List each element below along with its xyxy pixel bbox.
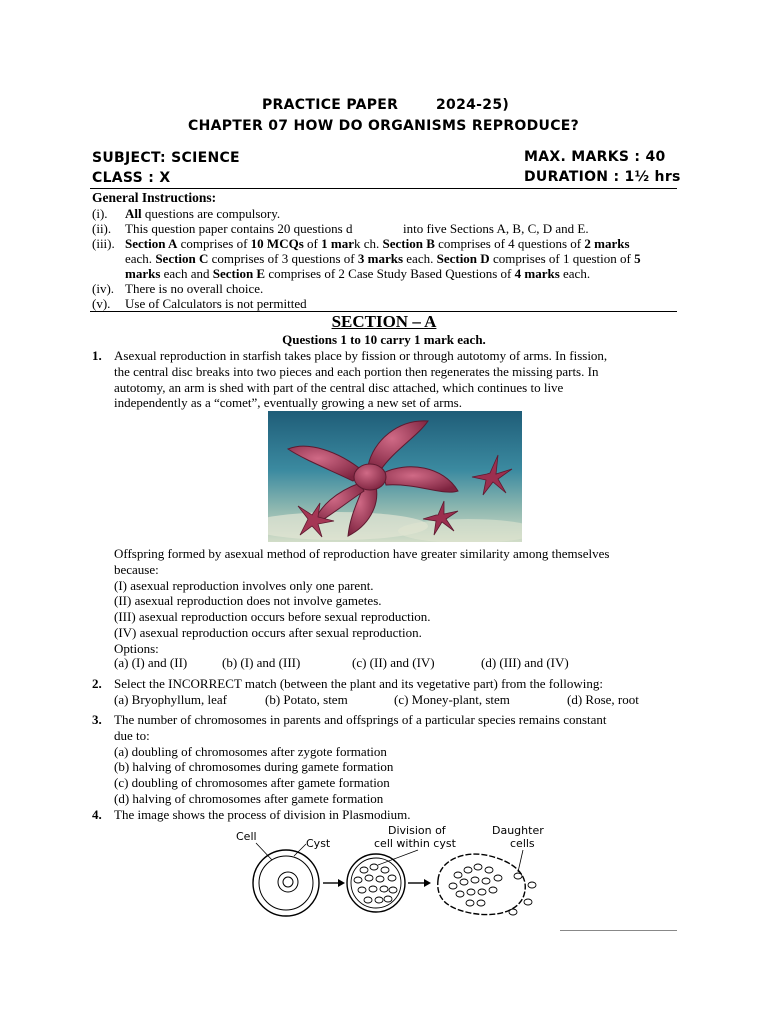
option-b[interactable]: (b) halving of chromosomes during gamete formation — [114, 759, 394, 775]
instruction-text: k ch. — [353, 236, 383, 251]
option-c[interactable]: (c) Money-plant, stem — [394, 692, 510, 707]
instruction-bold: 3 marks — [357, 251, 404, 266]
instruction-bold: 1 mar — [321, 236, 354, 251]
question-line: because: — [114, 561, 159, 577]
daughter-cells-shape — [438, 854, 536, 915]
question-number: 2. — [92, 676, 102, 691]
question-number: 3. — [92, 712, 102, 727]
instruction-5: Use of Calculators is not permitted — [125, 296, 307, 311]
header-divider — [90, 188, 677, 189]
instruction-3-line-1 — [125, 236, 630, 251]
instruction-number: (i). — [92, 206, 108, 221]
instruction-number: (iii). — [92, 236, 115, 251]
instruction-text: This question paper contains 2 — [125, 221, 284, 236]
instruction-3-line-3 — [125, 266, 590, 281]
instruction-bold: All — [125, 206, 142, 221]
label-division-1: Division of — [388, 824, 446, 837]
instruction-bold: 5 — [634, 251, 641, 266]
class-label: CLASS : X — [92, 170, 171, 186]
question-number: 1. — [92, 348, 102, 363]
max-marks-label: MAX. MARKS : 40 — [524, 149, 666, 165]
instruction-bold: Section E — [212, 266, 266, 281]
instruction-number: (ii). — [92, 221, 112, 236]
instruction-text: of — [303, 236, 322, 251]
question-number: 4. — [92, 807, 102, 822]
instruction-number: (iv). — [92, 281, 115, 296]
instruction-text: 0 questions d — [283, 221, 353, 236]
instruction-text: comprises of 4 questions of — [434, 236, 585, 251]
question-line: Asexual reproduction in starfish takes place by fission or through autotomy of arms. In fission, — [114, 348, 608, 363]
statement-3: (III) asexual reproduction occurs before sexual reproduction. — [114, 609, 431, 625]
label-daughter-2: cells — [510, 837, 535, 850]
option-a[interactable]: (a) Bryophyllum, leaf — [114, 692, 227, 707]
paper-title: PRACTICE PAPER — [262, 97, 399, 113]
instruction-text: comprises of 1 question of — [489, 251, 635, 266]
question-line: autotomy, an arm is shed with part of the central disc attached, which continues to live — [114, 379, 564, 395]
arrow-icon — [408, 879, 431, 887]
subject-label: SUBJECT: SCIENCE — [92, 150, 240, 166]
dividing-cyst-shape — [347, 854, 405, 912]
question-line: Offspring formed by asexual method of reproduction have greater similarity among themselves — [114, 546, 610, 561]
instruction-number: (v). — [92, 296, 111, 311]
label-daughter-1: Daughter — [492, 824, 544, 837]
instruction-4: There is no overall choice. — [125, 281, 264, 296]
instruction-bold: Section C — [155, 251, 209, 266]
section-a-title-wrap — [0, 312, 768, 332]
question-line: the central disc breaks into two pieces and each portion then regenerates the missing parts. In — [114, 363, 599, 379]
instruction-text: comprises of 3 questions of — [208, 251, 358, 266]
instruction-bold: marks — [125, 266, 161, 281]
chapter-title: CHAPTER 07 HOW DO ORGANISMS REPRODUCE? — [188, 118, 580, 134]
instruction-1 — [125, 206, 280, 221]
options-label: Options: — [114, 640, 159, 656]
statement-1: (I) asexual reproduction involves only one parent. — [114, 577, 374, 593]
plasmodium-svg — [228, 820, 558, 920]
instruction-bold: 2 marks — [584, 236, 630, 251]
instructions-heading: General Instructions: — [92, 190, 217, 205]
option-d[interactable]: (d) Rose, root — [567, 692, 639, 707]
instruction-text: questions are compulsory. — [141, 206, 281, 221]
plasmodium-diagram — [228, 820, 558, 920]
question-2-text: Select the INCORRECT match (between the plant and its vegetative part) from the following: — [114, 676, 603, 691]
question-line: The number of chromosomes in parents and offsprings of a particular species remains constant — [114, 712, 607, 727]
label-division-2: cell within cyst — [374, 837, 456, 850]
question-line: independently as a “comet”, eventually growing a new set of arms. — [114, 395, 462, 411]
section-a-title: SECTION – A — [331, 312, 437, 331]
question-line: due to: — [114, 727, 150, 743]
statement-2: (II) asexual reproduction does not involve gametes. — [114, 593, 382, 609]
option-d[interactable]: (d) halving of chromosomes after gamete formation — [114, 790, 384, 806]
option-b[interactable]: (b) Potato, stem — [265, 692, 348, 707]
instruction-bold: Section B — [382, 236, 435, 251]
option-c[interactable]: (c) doubling of chromosomes after gamete formation — [114, 775, 390, 791]
question-1-continued — [114, 546, 684, 657]
arrow-icon — [323, 879, 345, 887]
section-a-subtitle: Questions 1 to 10 carry 1 mark each. — [282, 332, 486, 347]
starfish-illustration — [268, 411, 522, 542]
instruction-text: each. — [559, 266, 591, 281]
instruction-bold: Section A — [125, 236, 178, 251]
cyst-cell-shape — [253, 850, 319, 916]
duration-label: DURATION : 1½ hrs — [524, 169, 681, 185]
instruction-text: each and — [160, 266, 213, 281]
instruction-bold: Section D — [436, 251, 490, 266]
statement-4: (IV) asexual reproduction occurs after sexual reproduction. — [114, 624, 422, 640]
instruction-bold: 10 MCQs — [250, 236, 304, 251]
question-1-text — [114, 348, 684, 411]
instruction-2 — [125, 221, 352, 236]
label-cyst: Cyst — [306, 837, 331, 850]
option-a[interactable]: (a) doubling of chromosomes after zygote formation — [114, 743, 387, 759]
bottom-divider — [560, 930, 677, 931]
instruction-text: each. — [403, 251, 437, 266]
instruction-3-line-2 — [125, 251, 641, 266]
instruction-text: comprises of 2 Case Study Based Questions of — [265, 266, 515, 281]
option-a[interactable]: (a) (I) and (II) — [114, 655, 188, 670]
instruction-text: comprises of — [177, 236, 251, 251]
label-cell: Cell — [236, 830, 257, 843]
instruction-text: each. — [125, 251, 156, 266]
instruction-bold: 4 marks — [514, 266, 560, 281]
question-4-text: The image shows the process of division in Plasmodium. — [114, 807, 411, 822]
option-c[interactable]: (c) (II) and (IV) — [352, 655, 435, 670]
option-b[interactable]: (b) (I) and (III) — [222, 655, 301, 670]
question-3-text — [114, 712, 684, 807]
option-d[interactable]: (d) (III) and (IV) — [481, 655, 569, 670]
instruction-2-tail: into five Sections A, B, C, D and E. — [403, 221, 589, 236]
starfish-image — [268, 411, 522, 542]
paper-year: 2024-25) — [436, 97, 510, 113]
